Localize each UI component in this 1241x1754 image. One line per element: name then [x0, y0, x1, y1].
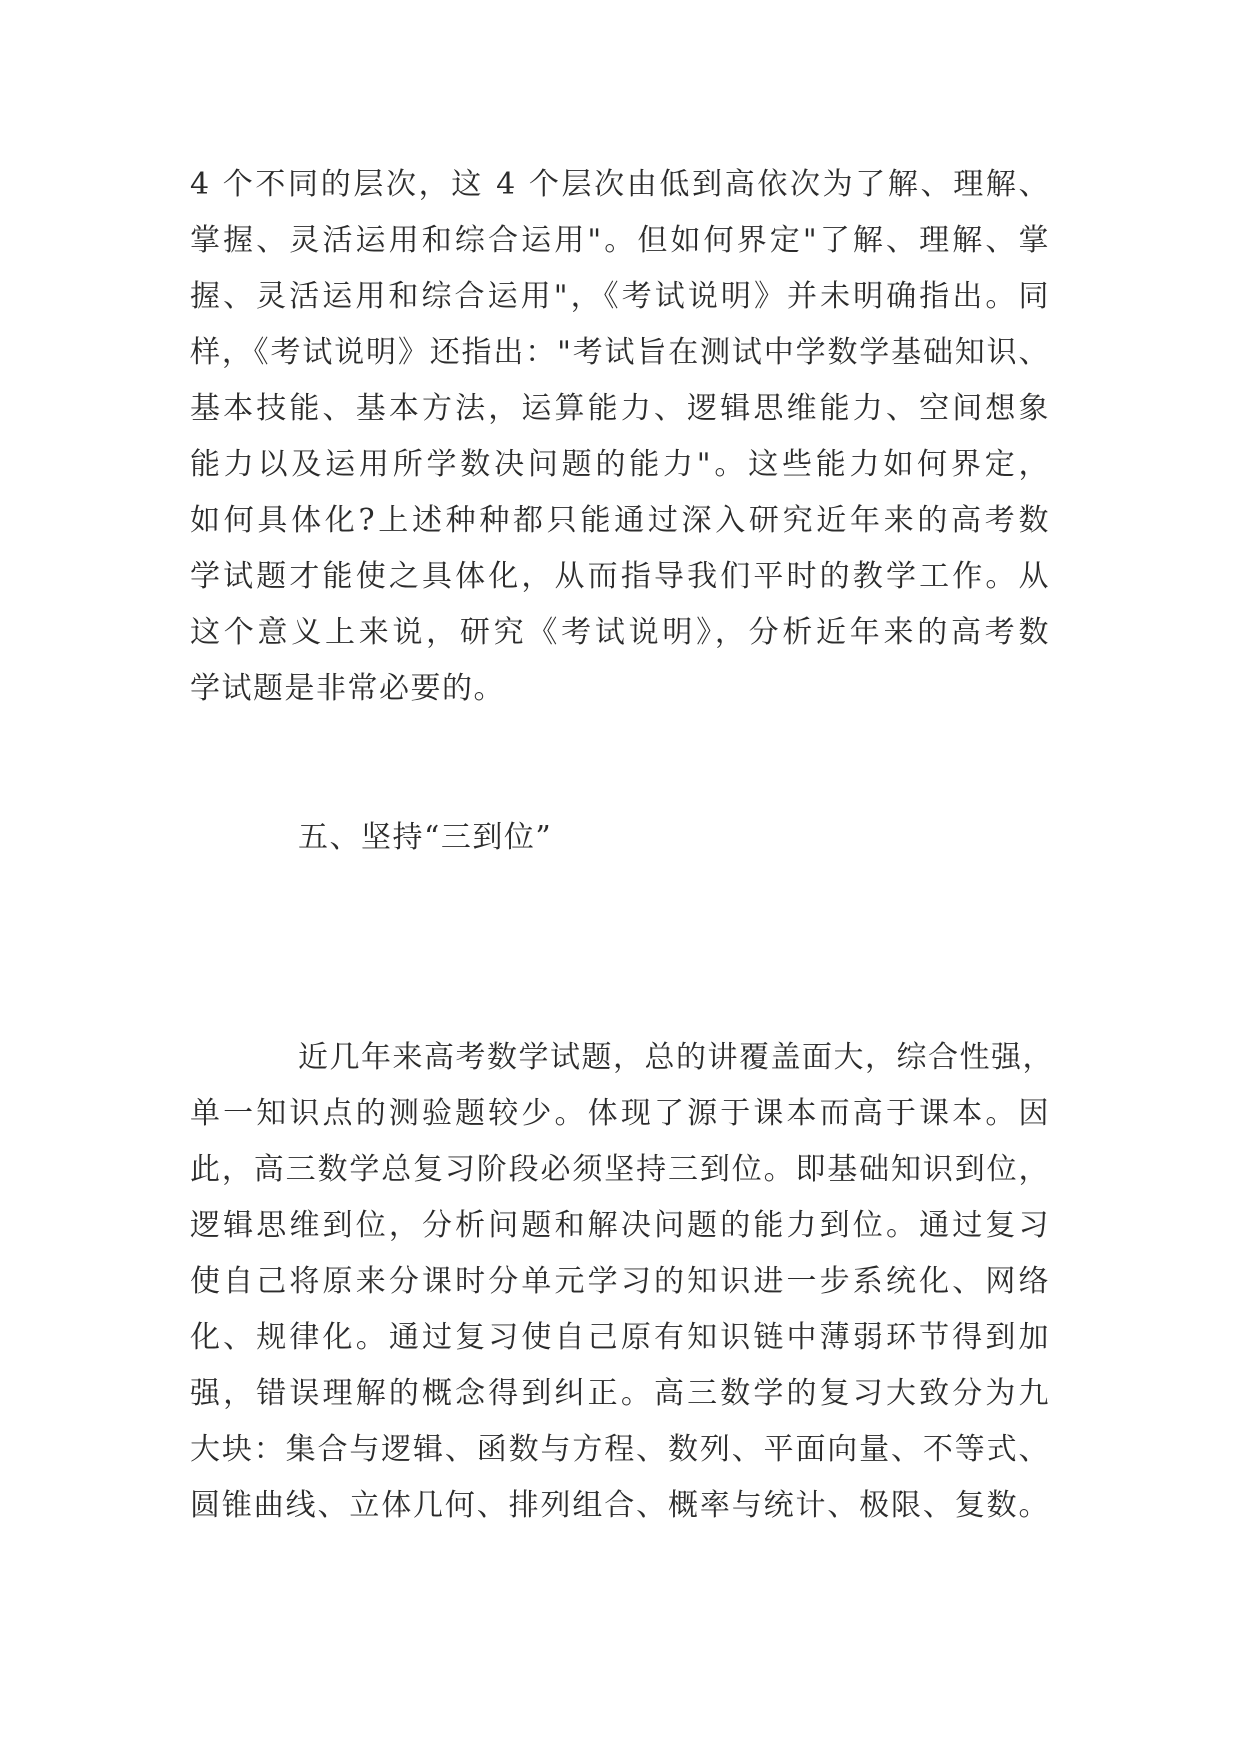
paragraph-line: 掌握、灵活运用和综合运用"。但如何界定"了解、理解、掌 — [190, 223, 1050, 258]
paragraph-line: 能力以及运用所学数决问题的能力"。这些能力如何界定， — [190, 447, 1050, 482]
paragraph-line: 学试题是非常必要的。 — [190, 671, 505, 706]
paragraph-line: 化、规律化。通过复习使自己原有知识链中薄弱环节得到加 — [190, 1320, 1050, 1355]
body-paragraph-2 — [190, 1030, 1054, 1534]
paragraph-line: 这个意义上来说，研究《考试说明》，分析近年来的高考数 — [190, 615, 1050, 650]
paragraph-line: 样，《考试说明》还指出："考试旨在测试中学数学基础知识、 — [190, 335, 1050, 370]
paragraph-line: 基本技能、基本方法，运算能力、逻辑思维能力、空间想象 — [190, 391, 1050, 426]
paragraph-line: 使自己将原来分课时分单元学习的知识进一步系统化、网络 — [190, 1264, 1050, 1299]
paragraph-line: 握、灵活运用和综合运用"，《考试说明》并未明确指出。同 — [190, 279, 1050, 314]
paragraph-line: 大块：集合与逻辑、函数与方程、数列、平面向量、不等式、 — [190, 1432, 1050, 1467]
paragraph-line: 近几年来高考数学试题，总的讲覆盖面大，综合性强， — [298, 1040, 1054, 1075]
body-paragraph-1 — [190, 157, 1050, 717]
paragraph-line: 圆锥曲线、立体几何、排列组合、概率与统计、极限、复数。 — [190, 1488, 1050, 1523]
paragraph-line: 逻辑思维到位，分析问题和解决问题的能力到位。通过复习 — [190, 1208, 1050, 1243]
paragraph-line: 4 个不同的层次，这 4 个层次由低到高依次为了解、理解、 — [190, 167, 1050, 202]
section-heading: 五、坚持“三到位” — [298, 820, 553, 855]
paragraph-line: 单一知识点的测验题较少。体现了源于课本而高于课本。因 — [190, 1096, 1050, 1131]
paragraph-line: 学试题才能使之具体化，从而指导我们平时的教学工作。从 — [190, 559, 1050, 594]
paragraph-line: 如何具体化?上述种种都只能通过深入研究近年来的高考数 — [190, 503, 1050, 538]
paragraph-line: 强，错误理解的概念得到纠正。高三数学的复习大致分为九 — [190, 1376, 1050, 1411]
paragraph-line: 此，高三数学总复习阶段必须坚持三到位。即基础知识到位， — [190, 1152, 1050, 1187]
